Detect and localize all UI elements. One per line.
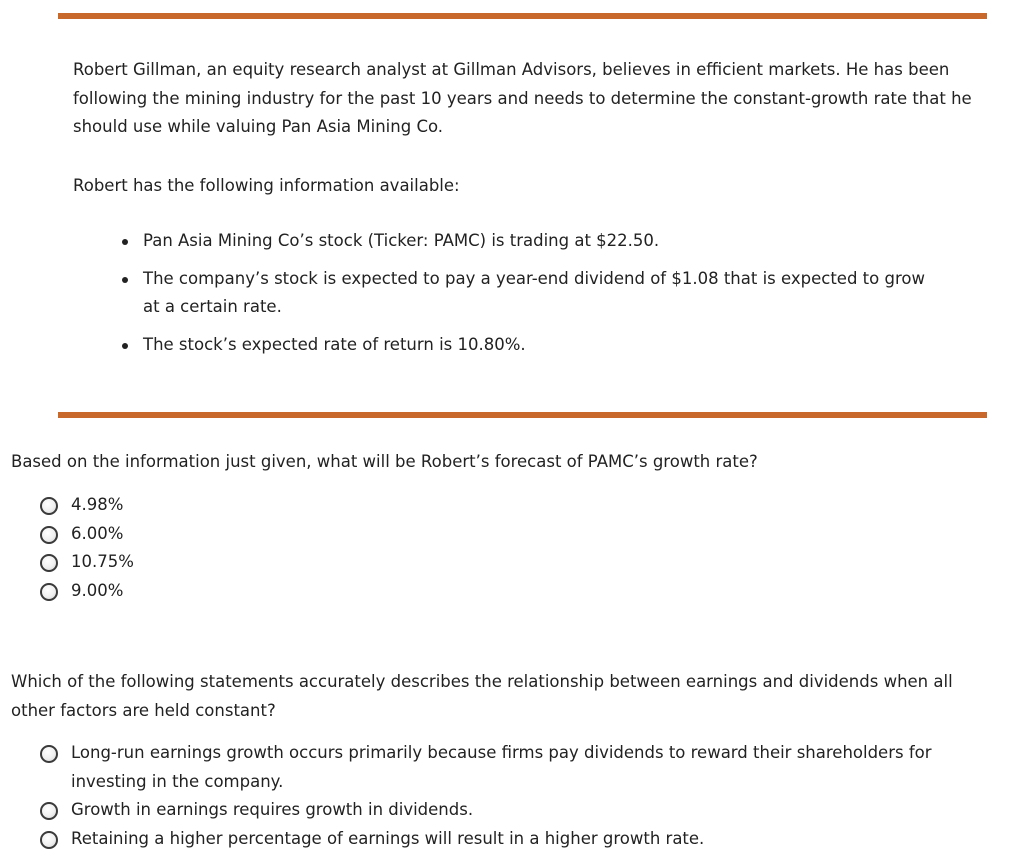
scenario-panel <box>73 56 973 368</box>
question-2-option[interactable] <box>40 796 990 825</box>
option-label: Long-run earnings growth occurs primarily because firms pay dividends to reward their shareholders for investing in the company. <box>71 743 932 791</box>
radio-button-icon[interactable] <box>40 745 58 763</box>
bullet-icon <box>122 277 128 283</box>
info-bullet-item <box>143 265 973 322</box>
option-label: 10.75% <box>71 552 134 571</box>
radio-button-icon[interactable] <box>40 831 58 849</box>
info-bullet-text: Pan Asia Mining Co’s stock (Ticker: PAMC) is trading at $22.50. <box>143 231 660 250</box>
scenario-intro: Robert Gillman, an equity research analyst at Gillman Advisors, believes in efficient markets. He has been following the mining industry for the past 10 years and needs to determine the constant-growth rate that he should use while valuing Pan Asia Mining Co. <box>73 60 972 136</box>
question-1-option[interactable] <box>40 520 990 549</box>
question-1-option[interactable] <box>40 548 990 577</box>
question-1-option[interactable] <box>40 577 990 606</box>
info-heading: Robert has the following information available: <box>73 175 460 195</box>
question-2-option[interactable] <box>40 825 990 854</box>
question-1-option[interactable] <box>40 491 990 520</box>
option-label: Growth in earnings requires growth in dividends. <box>71 800 474 819</box>
info-bullet-text: The company’s stock is expected to pay a year-end dividend of $1.08 that is expected to grow at a certain rate. <box>143 268 925 316</box>
option-label: 4.98% <box>71 495 124 514</box>
question-2-options <box>40 739 990 853</box>
bottom-divider-rule <box>58 412 987 418</box>
bullet-icon <box>122 239 128 245</box>
info-bullet-item <box>143 227 973 256</box>
option-label: 9.00% <box>71 580 124 600</box>
question-1-prompt: Based on the information just given, what will be Robert’s forecast of PAMC’s growth rate? <box>11 452 758 471</box>
radio-button-icon[interactable] <box>40 497 58 515</box>
radio-button-icon[interactable] <box>40 802 58 820</box>
bullet-icon <box>122 343 128 349</box>
radio-button-icon[interactable] <box>40 554 58 572</box>
info-bullet-list <box>73 227 973 359</box>
question-2-prompt: Which of the following statements accurately describes the relationship between earnings and dividends when all other factors are held constant? <box>11 672 953 720</box>
radio-button-icon[interactable] <box>40 526 58 544</box>
option-label: Retaining a higher percentage of earnings will result in a higher growth rate. <box>71 828 705 848</box>
info-bullet-text: The stock’s expected rate of return is 10.80%. <box>143 334 526 354</box>
top-divider-rule <box>58 13 987 19</box>
question-2-option[interactable] <box>40 739 990 796</box>
radio-button-icon[interactable] <box>40 583 58 601</box>
question-1-options <box>40 491 990 605</box>
option-label: 6.00% <box>71 523 124 543</box>
info-bullet-item <box>143 331 973 360</box>
